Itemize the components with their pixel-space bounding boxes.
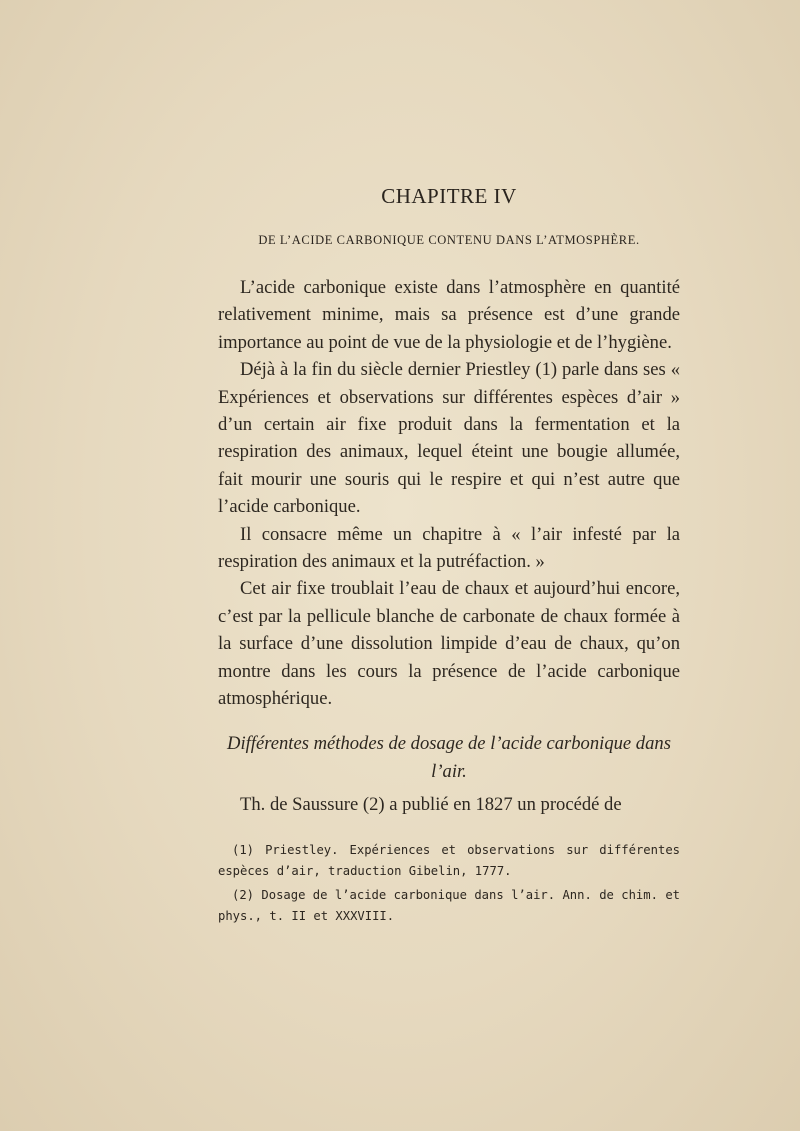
chapter-title: CHAPITRE IV [381,184,517,208]
body-text [218,274,680,713]
paragraph: Th. de Saussure (2) a publié en 1827 un procédé de [240,794,622,815]
footnotes [218,840,680,930]
footnote: (2) Dosage de l’acide carbonique dans l’air. Ann. de chim. et phys., t. II et XXXVIII. [218,888,680,923]
section-heading: Différentes méthodes de dosage de l’acide carbonique dans l’air. [227,733,671,782]
section-paragraph [218,791,680,818]
paragraph: L’acide carbonique existe dans l’atmosphère en quantité relativement minime, mais sa présence est d’une grande importance au point de vue de la physiologie et de l’hygiène. [218,277,680,353]
footnote: (1) Priestley. Expériences et observations sur différentes espèces d’air, traduction Gibelin, 1777. [218,843,680,878]
paragraph: Cet air fixe troublait l’eau de chaux et aujourd’hui encore, c’est par la pellicule blanche de carbonate de chaux formée à la surface d’une dissolution limpide d’eau de chaux, qu’on montre dans les cours la présence de l’acide carbonique atmosphérique. [218,578,680,710]
chapter-subtitle: DE L’ACIDE CARBONIQUE CONTENU DANS L’ATMOSPHÈRE. [258,233,640,247]
paragraph: Déjà à la fin du siècle dernier Priestley (1) parle dans ses « Expériences et observations sur différentes espèces d’air » d’un certain air fixe produit dans la fermentation et la respiration des animaux, lequel éteint une bougie allumée, fait mourir une souris qui le respire et qui n’est autre que l’acide carbonique. [218,359,680,518]
paragraph: Il consacre même un chapitre à « l’air infesté par la respiration des animaux et la putréfaction. » [218,523,680,573]
